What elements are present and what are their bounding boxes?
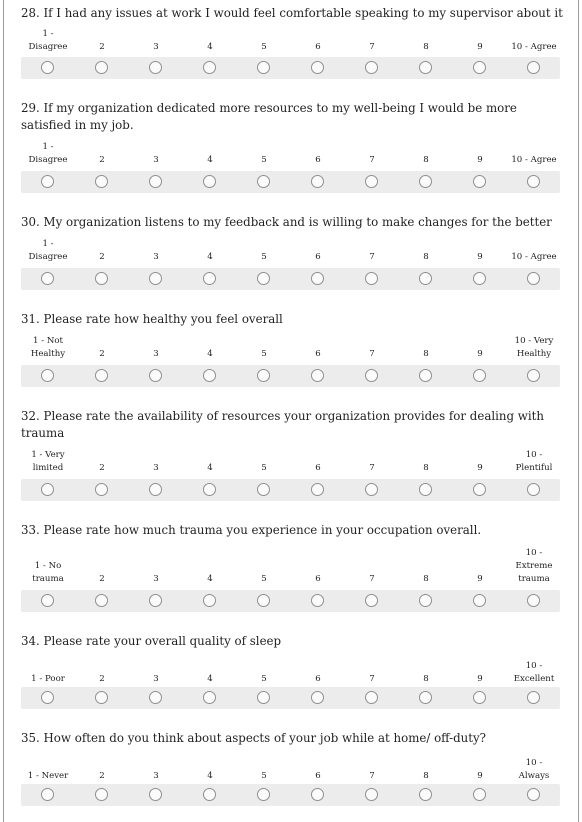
radio-option-7[interactable] xyxy=(365,369,378,382)
scale-label-3 xyxy=(129,753,183,783)
scale-label-text: 7 xyxy=(369,42,375,52)
radio-option-8[interactable] xyxy=(419,788,432,801)
scale-label-text: 2 xyxy=(99,771,105,781)
scale-label-4 xyxy=(183,656,237,686)
scale-label-2 xyxy=(75,546,129,586)
scale-label-3 xyxy=(129,141,183,167)
radio-option-6[interactable] xyxy=(311,483,324,496)
scale-label-text: 8 xyxy=(423,574,429,584)
scale-label-text: 8 xyxy=(423,674,429,684)
scale-label-2 xyxy=(75,238,129,264)
scale-label-2 xyxy=(75,141,129,167)
scale-label-9 xyxy=(453,141,507,167)
scale-label-text: 5 xyxy=(261,42,267,52)
scale-label-text: 10 - Plentiful xyxy=(515,450,553,473)
scale-label-text: 4 xyxy=(207,349,213,359)
scale-label-8 xyxy=(399,656,453,686)
rating-radio-group xyxy=(21,687,560,709)
scale-label-text: 5 xyxy=(261,155,267,165)
scale-label-text: 3 xyxy=(153,155,159,165)
scale-label-text: 3 xyxy=(153,349,159,359)
scale-label-7 xyxy=(345,546,399,586)
scale-label-2 xyxy=(75,449,129,475)
radio-option-8[interactable] xyxy=(419,691,432,704)
radio-option-1[interactable] xyxy=(41,788,54,801)
scale-label-2 xyxy=(75,28,129,54)
radio-option-1[interactable] xyxy=(41,594,54,607)
scale-label-text: 5 xyxy=(261,771,267,781)
radio-option-9[interactable] xyxy=(473,691,486,704)
radio-option-5[interactable] xyxy=(257,691,270,704)
scale-label-8 xyxy=(399,335,453,361)
radio-option-6[interactable] xyxy=(311,61,324,74)
scale-label-text: 10 - Excellent xyxy=(513,661,555,684)
radio-option-3[interactable] xyxy=(149,272,162,285)
radio-option-5[interactable] xyxy=(257,594,270,607)
scale-label-text: 9 xyxy=(477,252,483,262)
radio-option-10[interactable] xyxy=(527,788,540,801)
scale-label-8 xyxy=(399,141,453,167)
radio-option-3[interactable] xyxy=(149,369,162,382)
radio-option-6[interactable] xyxy=(311,369,324,382)
radio-option-9[interactable] xyxy=(473,369,486,382)
radio-option-2[interactable] xyxy=(95,691,108,704)
scale-label-text: 5 xyxy=(261,463,267,473)
scale-label-1 xyxy=(21,141,75,167)
radio-option-2[interactable] xyxy=(95,175,108,188)
scale-label-text: 6 xyxy=(315,771,321,781)
rating-radio-group xyxy=(21,57,560,79)
scale-label-text: 2 xyxy=(99,349,105,359)
scale-label-9 xyxy=(453,656,507,686)
rating-radio-group xyxy=(21,268,560,290)
radio-option-3[interactable] xyxy=(149,61,162,74)
radio-option-9[interactable] xyxy=(473,175,486,188)
scale-label-text: 1 - Not Healthy xyxy=(30,336,66,359)
scale-label-4 xyxy=(183,238,237,264)
scale-label-9 xyxy=(453,449,507,475)
scale-label-9 xyxy=(453,238,507,264)
scale-label-5 xyxy=(237,449,291,475)
scale-label-3 xyxy=(129,546,183,586)
page-right-border xyxy=(578,0,579,822)
radio-option-6[interactable] xyxy=(311,272,324,285)
scale-label-8 xyxy=(399,449,453,475)
radio-option-7[interactable] xyxy=(365,788,378,801)
radio-option-10[interactable] xyxy=(527,175,540,188)
scale-label-6 xyxy=(291,656,345,686)
scale-label-5 xyxy=(237,546,291,586)
radio-option-1[interactable] xyxy=(41,175,54,188)
scale-label-text: 8 xyxy=(423,771,429,781)
scale-label-10 xyxy=(507,449,561,475)
scale-label-text: 1 - Disagree xyxy=(28,239,68,262)
scale-label-2 xyxy=(75,753,129,783)
scale-label-text: 7 xyxy=(369,463,375,473)
radio-option-8[interactable] xyxy=(419,61,432,74)
radio-option-9[interactable] xyxy=(473,594,486,607)
radio-option-2[interactable] xyxy=(95,788,108,801)
radio-option-2[interactable] xyxy=(95,272,108,285)
rating-radio-group xyxy=(21,365,560,387)
scale-label-text: 1 - Very limited xyxy=(31,450,65,473)
scale-label-text: 10 - Agree xyxy=(511,155,557,165)
scale-label-text: 4 xyxy=(207,574,213,584)
radio-option-1[interactable] xyxy=(41,483,54,496)
scale-label-10 xyxy=(507,28,561,54)
radio-option-4[interactable] xyxy=(203,594,216,607)
question-title: 32. Please rate the availability of resources your organization provides for dealing with trauma xyxy=(21,409,545,440)
radio-option-8[interactable] xyxy=(419,369,432,382)
scale-label-text: 7 xyxy=(369,349,375,359)
scale-label-text: 2 xyxy=(99,674,105,684)
scale-label-text: 5 xyxy=(261,252,267,262)
radio-option-6[interactable] xyxy=(311,594,324,607)
scale-label-7 xyxy=(345,141,399,167)
scale-label-text: 6 xyxy=(315,574,321,584)
scale-label-text: 2 xyxy=(99,42,105,52)
radio-option-8[interactable] xyxy=(419,483,432,496)
scale-label-3 xyxy=(129,238,183,264)
question-title: 33. Please rate how much trauma you experience in your occupation overall. xyxy=(21,523,482,537)
radio-option-1[interactable] xyxy=(41,272,54,285)
scale-label-text: 7 xyxy=(369,674,375,684)
scale-label-1 xyxy=(21,449,75,475)
scale-label-1 xyxy=(21,238,75,264)
radio-option-3[interactable] xyxy=(149,594,162,607)
scale-label-text: 10 - Always xyxy=(518,758,550,781)
scale-label-4 xyxy=(183,335,237,361)
radio-option-10[interactable] xyxy=(527,61,540,74)
scale-label-text: 10 - Agree xyxy=(511,42,557,52)
scale-label-3 xyxy=(129,28,183,54)
scale-label-text: 2 xyxy=(99,155,105,165)
scale-label-4 xyxy=(183,546,237,586)
radio-option-9[interactable] xyxy=(473,61,486,74)
radio-option-8[interactable] xyxy=(419,272,432,285)
radio-option-2[interactable] xyxy=(95,594,108,607)
scale-label-9 xyxy=(453,28,507,54)
scale-label-text: 4 xyxy=(207,42,213,52)
scale-label-text: 5 xyxy=(261,574,267,584)
scale-label-6 xyxy=(291,449,345,475)
radio-option-5[interactable] xyxy=(257,369,270,382)
scale-label-text: 2 xyxy=(99,252,105,262)
radio-option-4[interactable] xyxy=(203,691,216,704)
radio-option-5[interactable] xyxy=(257,175,270,188)
scale-label-7 xyxy=(345,753,399,783)
scale-label-6 xyxy=(291,238,345,264)
scale-label-text: 8 xyxy=(423,155,429,165)
scale-label-8 xyxy=(399,546,453,586)
radio-option-8[interactable] xyxy=(419,594,432,607)
scale-label-6 xyxy=(291,28,345,54)
scale-label-10 xyxy=(507,141,561,167)
scale-label-text: 9 xyxy=(477,42,483,52)
question-title: 35. How often do you think about aspects of your job while at home/ off-duty? xyxy=(21,731,487,745)
scale-label-text: 2 xyxy=(99,574,105,584)
radio-option-9[interactable] xyxy=(473,483,486,496)
scale-label-text: 10 - Agree xyxy=(511,252,557,262)
page-left-border xyxy=(3,0,4,822)
scale-label-text: 8 xyxy=(423,463,429,473)
scale-label-text: 7 xyxy=(369,574,375,584)
scale-label-text: 3 xyxy=(153,42,159,52)
scale-label-text: 6 xyxy=(315,42,321,52)
scale-label-text: 5 xyxy=(261,674,267,684)
scale-label-text: 4 xyxy=(207,155,213,165)
radio-option-7[interactable] xyxy=(365,691,378,704)
radio-option-10[interactable] xyxy=(527,483,540,496)
scale-label-9 xyxy=(453,546,507,586)
radio-option-2[interactable] xyxy=(95,483,108,496)
scale-label-6 xyxy=(291,141,345,167)
scale-label-text: 3 xyxy=(153,771,159,781)
radio-option-4[interactable] xyxy=(203,175,216,188)
radio-option-9[interactable] xyxy=(473,272,486,285)
scale-label-5 xyxy=(237,141,291,167)
scale-label-text: 8 xyxy=(423,252,429,262)
scale-label-3 xyxy=(129,656,183,686)
radio-option-10[interactable] xyxy=(527,369,540,382)
radio-option-6[interactable] xyxy=(311,788,324,801)
scale-label-2 xyxy=(75,335,129,361)
radio-option-4[interactable] xyxy=(203,788,216,801)
scale-label-text: 1 - Never xyxy=(27,771,69,781)
scale-label-text: 1 - Disagree xyxy=(28,29,68,52)
scale-label-text: 3 xyxy=(153,252,159,262)
scale-label-text: 9 xyxy=(477,155,483,165)
scale-label-10 xyxy=(507,546,561,586)
scale-label-8 xyxy=(399,238,453,264)
radio-option-4[interactable] xyxy=(203,369,216,382)
scale-label-1 xyxy=(21,546,75,586)
radio-option-2[interactable] xyxy=(95,61,108,74)
scale-label-text: 7 xyxy=(369,771,375,781)
scale-label-9 xyxy=(453,335,507,361)
scale-label-text: 4 xyxy=(207,771,213,781)
radio-option-4[interactable] xyxy=(203,483,216,496)
scale-label-text: 6 xyxy=(315,463,321,473)
scale-label-7 xyxy=(345,28,399,54)
scale-label-text: 9 xyxy=(477,463,483,473)
question-title: 31. Please rate how healthy you feel overall xyxy=(21,312,283,326)
radio-option-7[interactable] xyxy=(365,594,378,607)
scale-label-10 xyxy=(507,238,561,264)
scale-label-1 xyxy=(21,335,75,361)
radio-option-7[interactable] xyxy=(365,483,378,496)
radio-option-6[interactable] xyxy=(311,691,324,704)
scale-label-text: 9 xyxy=(477,674,483,684)
radio-option-3[interactable] xyxy=(149,691,162,704)
scale-label-text: 3 xyxy=(153,574,159,584)
scale-label-4 xyxy=(183,141,237,167)
scale-label-7 xyxy=(345,449,399,475)
scale-label-1 xyxy=(21,656,75,686)
scale-label-text: 10 - Very Healthy xyxy=(514,336,554,359)
scale-label-text: 3 xyxy=(153,674,159,684)
radio-option-7[interactable] xyxy=(365,175,378,188)
scale-label-1 xyxy=(21,28,75,54)
radio-option-4[interactable] xyxy=(203,61,216,74)
scale-label-text: 6 xyxy=(315,252,321,262)
radio-option-9[interactable] xyxy=(473,788,486,801)
scale-label-3 xyxy=(129,449,183,475)
radio-option-10[interactable] xyxy=(527,691,540,704)
scale-label-text: 7 xyxy=(369,252,375,262)
scale-label-text: 5 xyxy=(261,349,267,359)
question-title: 28. If I had any issues at work I would feel comfortable speaking to my supervisor about it xyxy=(21,6,563,20)
rating-radio-group xyxy=(21,479,560,501)
question-title: 34. Please rate your overall quality of sleep xyxy=(21,634,282,648)
scale-label-text: 1 - No trauma xyxy=(32,561,64,584)
scale-label-text: 9 xyxy=(477,349,483,359)
radio-option-1[interactable] xyxy=(41,61,54,74)
scale-label-text: 2 xyxy=(99,463,105,473)
scale-label-text: 4 xyxy=(207,252,213,262)
scale-label-8 xyxy=(399,753,453,783)
radio-option-3[interactable] xyxy=(149,788,162,801)
radio-option-3[interactable] xyxy=(149,175,162,188)
radio-option-5[interactable] xyxy=(257,61,270,74)
scale-label-6 xyxy=(291,753,345,783)
scale-label-text: 6 xyxy=(315,674,321,684)
radio-option-1[interactable] xyxy=(41,691,54,704)
scale-label-6 xyxy=(291,335,345,361)
scale-label-text: 6 xyxy=(315,155,321,165)
radio-option-10[interactable] xyxy=(527,272,540,285)
scale-label-text: 3 xyxy=(153,463,159,473)
scale-label-text: 9 xyxy=(477,771,483,781)
radio-option-8[interactable] xyxy=(419,175,432,188)
radio-option-5[interactable] xyxy=(257,272,270,285)
scale-label-text: 6 xyxy=(315,349,321,359)
scale-label-2 xyxy=(75,656,129,686)
radio-option-5[interactable] xyxy=(257,788,270,801)
scale-label-9 xyxy=(453,753,507,783)
scale-label-text: 1 - Disagree xyxy=(28,142,68,165)
scale-label-5 xyxy=(237,335,291,361)
radio-option-7[interactable] xyxy=(365,61,378,74)
scale-label-3 xyxy=(129,335,183,361)
scale-label-1 xyxy=(21,753,75,783)
rating-radio-group xyxy=(21,590,560,612)
question-title: 29. If my organization dedicated more resources to my well-being I would be more satisfied in my job. xyxy=(21,101,517,132)
radio-option-7[interactable] xyxy=(365,272,378,285)
radio-option-6[interactable] xyxy=(311,175,324,188)
rating-radio-group xyxy=(21,784,560,806)
scale-label-4 xyxy=(183,28,237,54)
scale-label-7 xyxy=(345,656,399,686)
scale-label-text: 7 xyxy=(369,155,375,165)
scale-label-text: 4 xyxy=(207,674,213,684)
scale-label-text: 10 - Extreme trauma xyxy=(515,548,553,584)
radio-option-1[interactable] xyxy=(41,369,54,382)
scale-label-5 xyxy=(237,28,291,54)
radio-option-4[interactable] xyxy=(203,272,216,285)
scale-label-8 xyxy=(399,28,453,54)
scale-label-7 xyxy=(345,238,399,264)
scale-label-5 xyxy=(237,753,291,783)
scale-label-4 xyxy=(183,753,237,783)
scale-label-text: 9 xyxy=(477,574,483,584)
scale-label-7 xyxy=(345,335,399,361)
question-title: 30. My organization listens to my feedback and is willing to make changes for the better xyxy=(21,215,552,229)
scale-label-text: 4 xyxy=(207,463,213,473)
scale-label-text: 8 xyxy=(423,42,429,52)
scale-label-text: 1 - Poor xyxy=(31,674,65,684)
scale-label-text: 8 xyxy=(423,349,429,359)
scale-label-10 xyxy=(507,753,561,783)
radio-option-3[interactable] xyxy=(149,483,162,496)
radio-option-5[interactable] xyxy=(257,483,270,496)
scale-label-10 xyxy=(507,656,561,686)
rating-radio-group xyxy=(21,171,560,193)
scale-label-6 xyxy=(291,546,345,586)
scale-label-5 xyxy=(237,238,291,264)
scale-label-10 xyxy=(507,335,561,361)
radio-option-2[interactable] xyxy=(95,369,108,382)
radio-option-10[interactable] xyxy=(527,594,540,607)
scale-label-5 xyxy=(237,656,291,686)
scale-label-4 xyxy=(183,449,237,475)
